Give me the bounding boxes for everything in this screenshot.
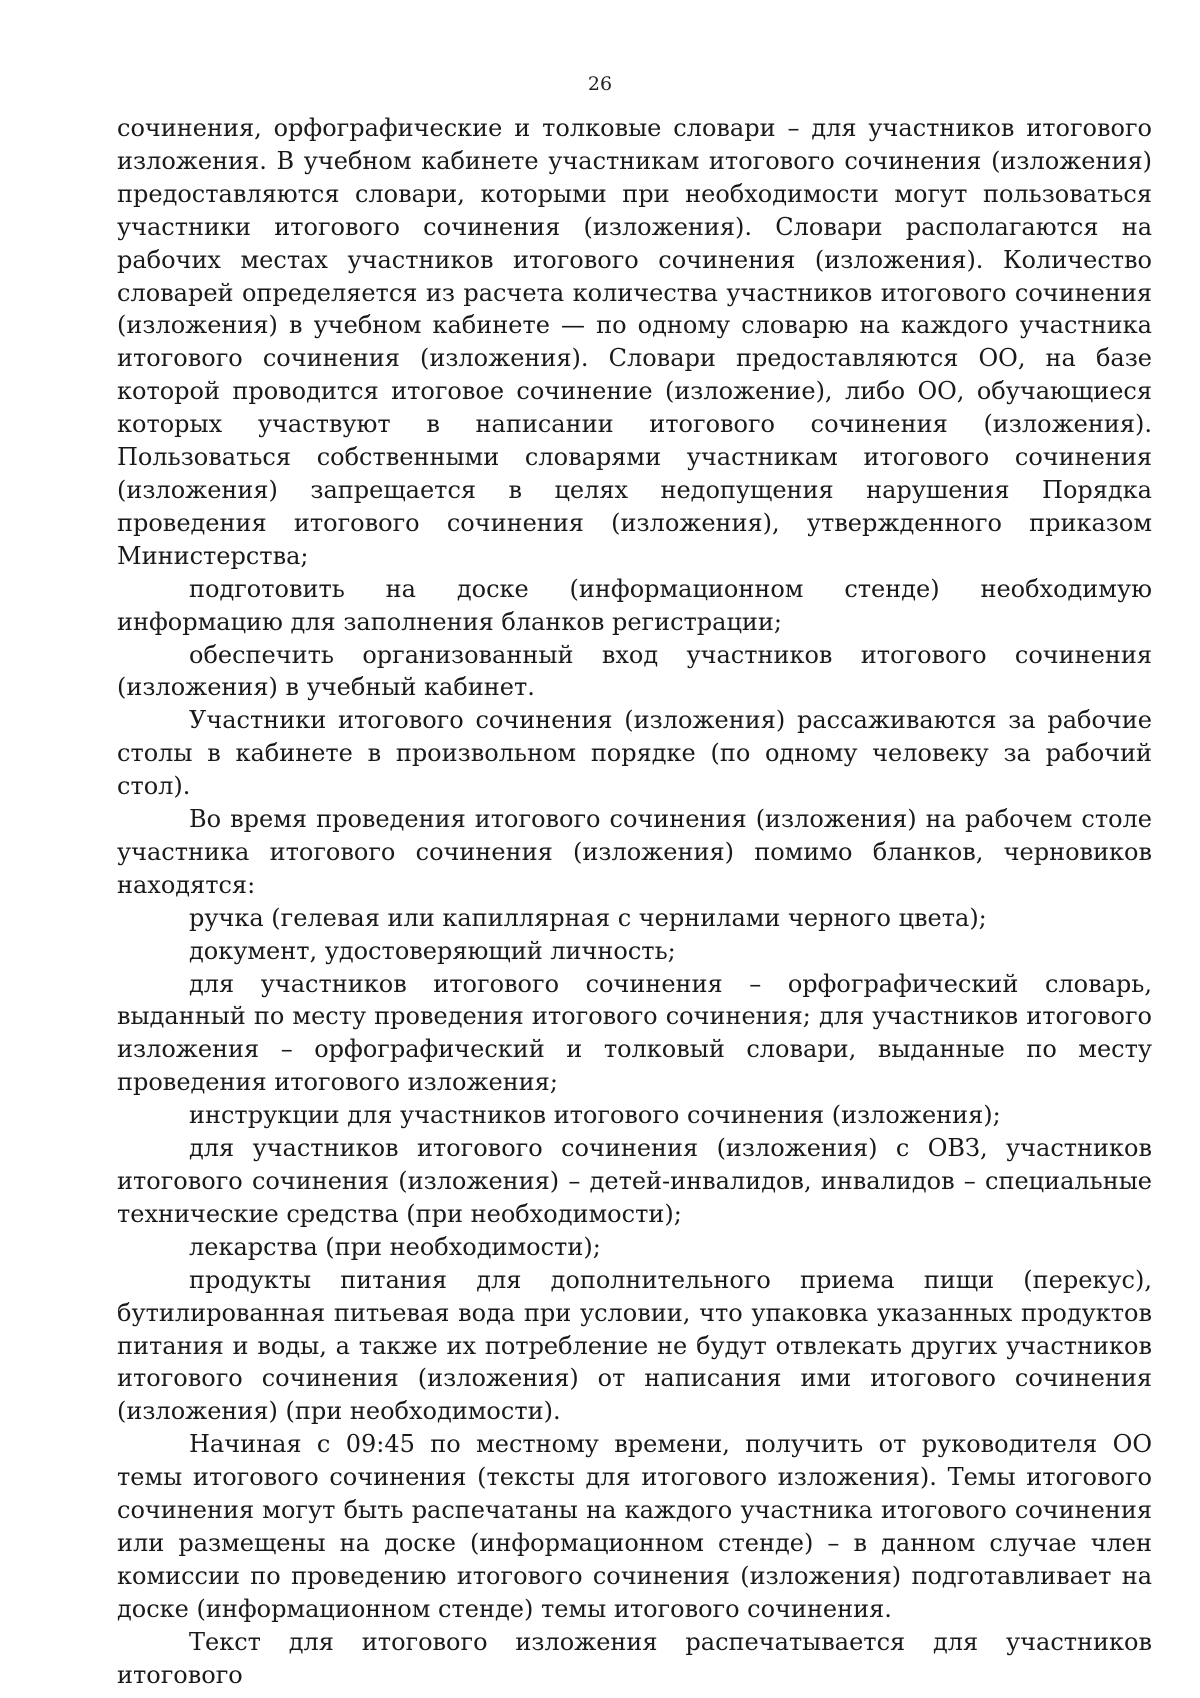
list-item-technical-means: для участников итогового сочинения (изложения) с ОВЗ, участников итогового сочинения (изложения) – детей-инвалидов, инвалидов – специальные технические средства (при необходимости);: [117, 1134, 1152, 1228]
list-item-medicines: лекарства (при необходимости);: [189, 1232, 601, 1261]
list-item-food-water: продукты питания для дополнительного приема пищи (перекус), бутилированная питьевая вода при условии, что упаковка указанных продуктов питания и воды, а также их потребление не будут отвлекать других участников итогового сочинения (изложения) от написания ими итогового сочинения (изложения) (при необходимости).: [117, 1265, 1152, 1426]
list-item-dictionaries: для участников итогового сочинения – орфографический словарь, выданный по месту проведения итогового сочинения; для участников итогового изложения – орфографический и толковый словари, выданные по месту проведения итогового изложения;: [117, 969, 1152, 1097]
paragraph-dictionaries-continuation: сочинения, орфографические и толковые словари – для участников итогового изложения. В учебном кабинете участникам итогового сочинения (изложения) предоставляются словари, которыми при необходимости могут пользоваться участники итогового сочинения (изложения). Словари располагаются на рабочих местах участников итогового сочинения (изложения). Количество словарей определяется из расчета количества участников итогового сочинения (изложения) в учебном кабинете — по одному словарю на каждого участника итогового сочинения (изложения). Словари предоставляются ОО, на базе которой проводится итоговое сочинение (изложение), либо ОО, обучающиеся которых участвуют в написании итогового сочинения (изложения). Пользоваться собственными словарями участникам итогового сочинения (изложения) запрещается в целях недопущения нарушения Порядка проведения итогового сочинения (изложения), утвержденного приказом Министерства;: [117, 114, 1152, 570]
page-number: 26: [587, 73, 613, 95]
document-body: [117, 112, 1152, 1692]
paragraph-organized-entry: обеспечить организованный вход участников итогового сочинения (изложения) в учебный кабинет.: [117, 640, 1152, 702]
list-item-instructions: инструкции для участников итогового сочинения (изложения);: [189, 1101, 1001, 1130]
paragraph-prepare-board: подготовить на доске (информационном стенде) необходимую информацию для заполнения бланков регистрации;: [117, 574, 1152, 636]
paragraph-exposition-text: Текст для итогового изложения распечатывается для участников итогового: [117, 1627, 1152, 1689]
list-item-id-document: документ, удостоверяющий личность;: [189, 936, 676, 965]
paragraph-seating: Участники итогового сочинения (изложения) рассаживаются за рабочие столы в кабинете в произвольном порядке (по одному человеку за рабочий стол).: [117, 706, 1152, 801]
list-item-pen: ручка (гелевая или капиллярная с чернилами черного цвета);: [189, 903, 987, 932]
paragraph-topics-0945: Начиная с 09:45 по местному времени, получить от руководителя ОО темы итогового сочинения (тексты для итогового изложения). Темы итогового сочинения могут быть распечатаны на каждого участника итогового сочинения или размещены на доске (информационном стенде) – в данном случае член комиссии по проведению итогового сочинения (изложения) подготавливает на доске (информационном стенде) темы итогового сочинения.: [117, 1430, 1152, 1623]
paragraph-desk-items-intro: Во время проведения итогового сочинения (изложения) на рабочем столе участника итогового сочинения (изложения) помимо бланков, черновиков находятся:: [117, 805, 1152, 899]
